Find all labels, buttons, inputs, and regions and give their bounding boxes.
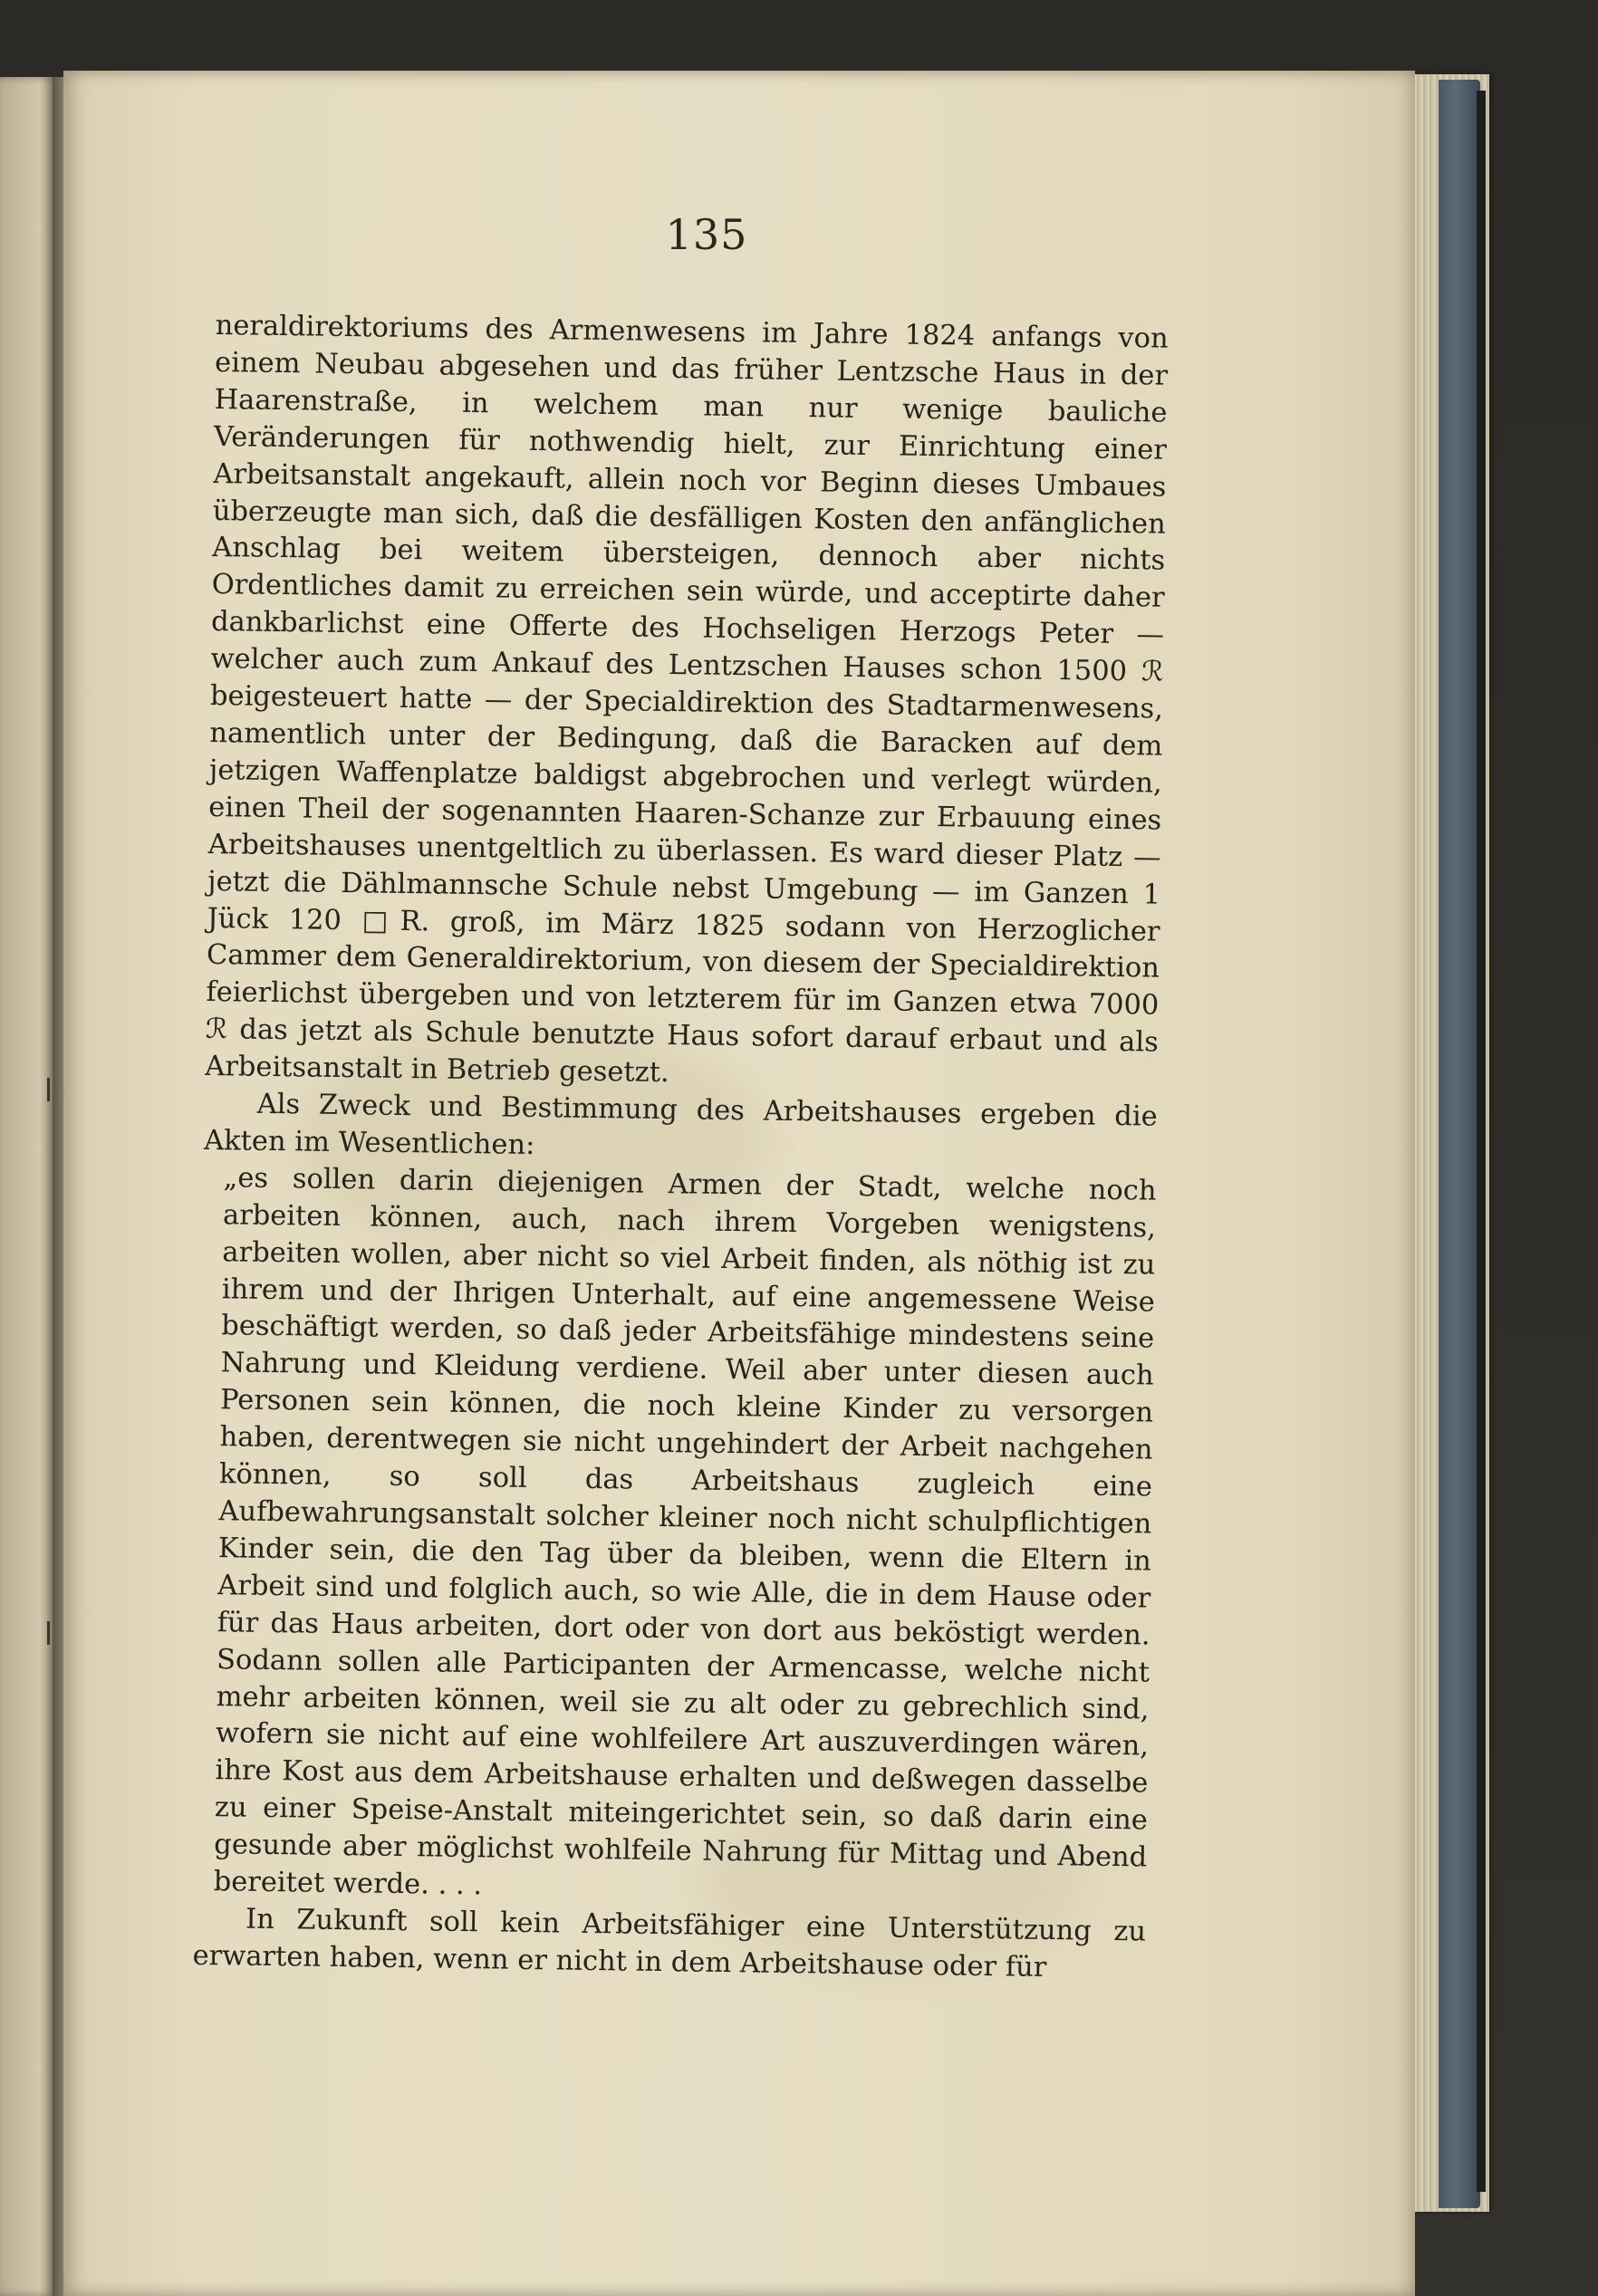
book-cover-edge <box>1439 80 1480 2208</box>
paragraph-purpose-intro: Als Zweck und Bestimmung des Arbeitshauses ergeben die Akten im Wesentlichen: <box>203 1088 1158 1161</box>
paragraph-main: neraldirektoriums des Armenwesens im Jahre 1824 anfangs von einem Neubau abgesehen und das früher Lentzsche Haus in der Haarenstraße, in welchem man nur wenige bauliche Veränderungen für nothwendig hielt, zur Einrichtung einer Arbeitsanstalt angekauft, allein noch vor Beginn dieses Umbaues überzeugte man sich, daß die desfälligen Kosten den anfänglichen Anschlag bei weitem übersteigen, dennoch aber nichts Ordentliches damit zu erreichen sein würde, und acceptirte daher dankbarlichst eine Offerte des Hochseligen Herzogs Peter — welcher auch zum Ankauf des Lentzschen Hauses schon 1500 ℛ beigesteuert hatte — der Specialdirektion des Stadtarmenwesens, namentlich unter der Bedingung, daß die Baracken auf dem jetzigen Waffenplatze baldigst abgebrochen und verlegt würden, einen Theil der sogenannten Haaren-Schanze zur Erbauung eines Arbeitshauses unentgeltlich zu überlassen. Es ward dieser Platz — jetzt die Dählmannsche Schule nebst Umgebung — im Ganzen 1 Jück 120 □R. groß, im März 1825 sodann von Herzoglicher Cammer dem Generaldirektorium, von diesem der Specialdirektion feierlichst übergeben und von letzterem für im Ganzen etwa 7000 ℛ das jetzt als Schule benutzte Haus sofort darauf erbaut und als Arbeitsanstalt in Betrieb gesetzt. <box>205 309 1169 1090</box>
left-page-edge <box>0 77 56 2296</box>
margin-mark <box>47 1078 50 1101</box>
body-text <box>192 308 1169 1988</box>
cover-shadow <box>1477 91 1486 2192</box>
paragraph-future: In Zukunft soll kein Arbeitsfähiger eine Unterstützung zu erwarten haben, wenn er nicht in dem Arbeitshause oder für <box>192 1903 1147 1984</box>
page-number: 135 <box>665 210 748 259</box>
quoted-purpose-text: „es sollen darin diejenigen Armen der Stadt, welche noch arbeiten können, auch, nach ihrem Vorgeben wenigstens, arbeiten wollen, aber nicht so viel Arbeit finden, als nöthig ist zu ihrem und der Ihrigen Unterhalt, auf eine angemessene Weise beschäftigt werden, so daß jeder Arbeitsfähige mindestens seine Nahrung und Kleidung verdiene. Weil aber unter diesen auch Personen sein können, die noch kleine Kinder zu versorgen haben, derentwegen sie nicht ungehindert der Arbeit nachgehen können, so soll das Arbeitshaus zugleich eine Aufbewahrungsanstalt solcher kleiner noch nicht schulpflichtigen Kinder sein, die den Tag über da bleiben, wenn die Eltern in Arbeit sind und folglich auch, so wie Alle, die in dem Hause oder für das Haus arbeiten, dort oder von dort aus beköstigt werden. Sodann sollen alle Participanten der Armencasse, welche nicht mehr arbeiten können, weil sie zu alt oder zu gebrechlich sind, wofern sie nicht auf eine wohlfeilere Art auszuverdingen wären, ihre Kost aus dem Arbeitshause erhalten und deßwegen dasselbe zu einer Speise-Anstalt miteingerichtet sein, so daß darin eine gesunde aber möglichst wohlfeile Nahrung für Mittag und Abend bereitet werde. . . . <box>213 1162 1157 1902</box>
margin-mark <box>47 1621 50 1645</box>
